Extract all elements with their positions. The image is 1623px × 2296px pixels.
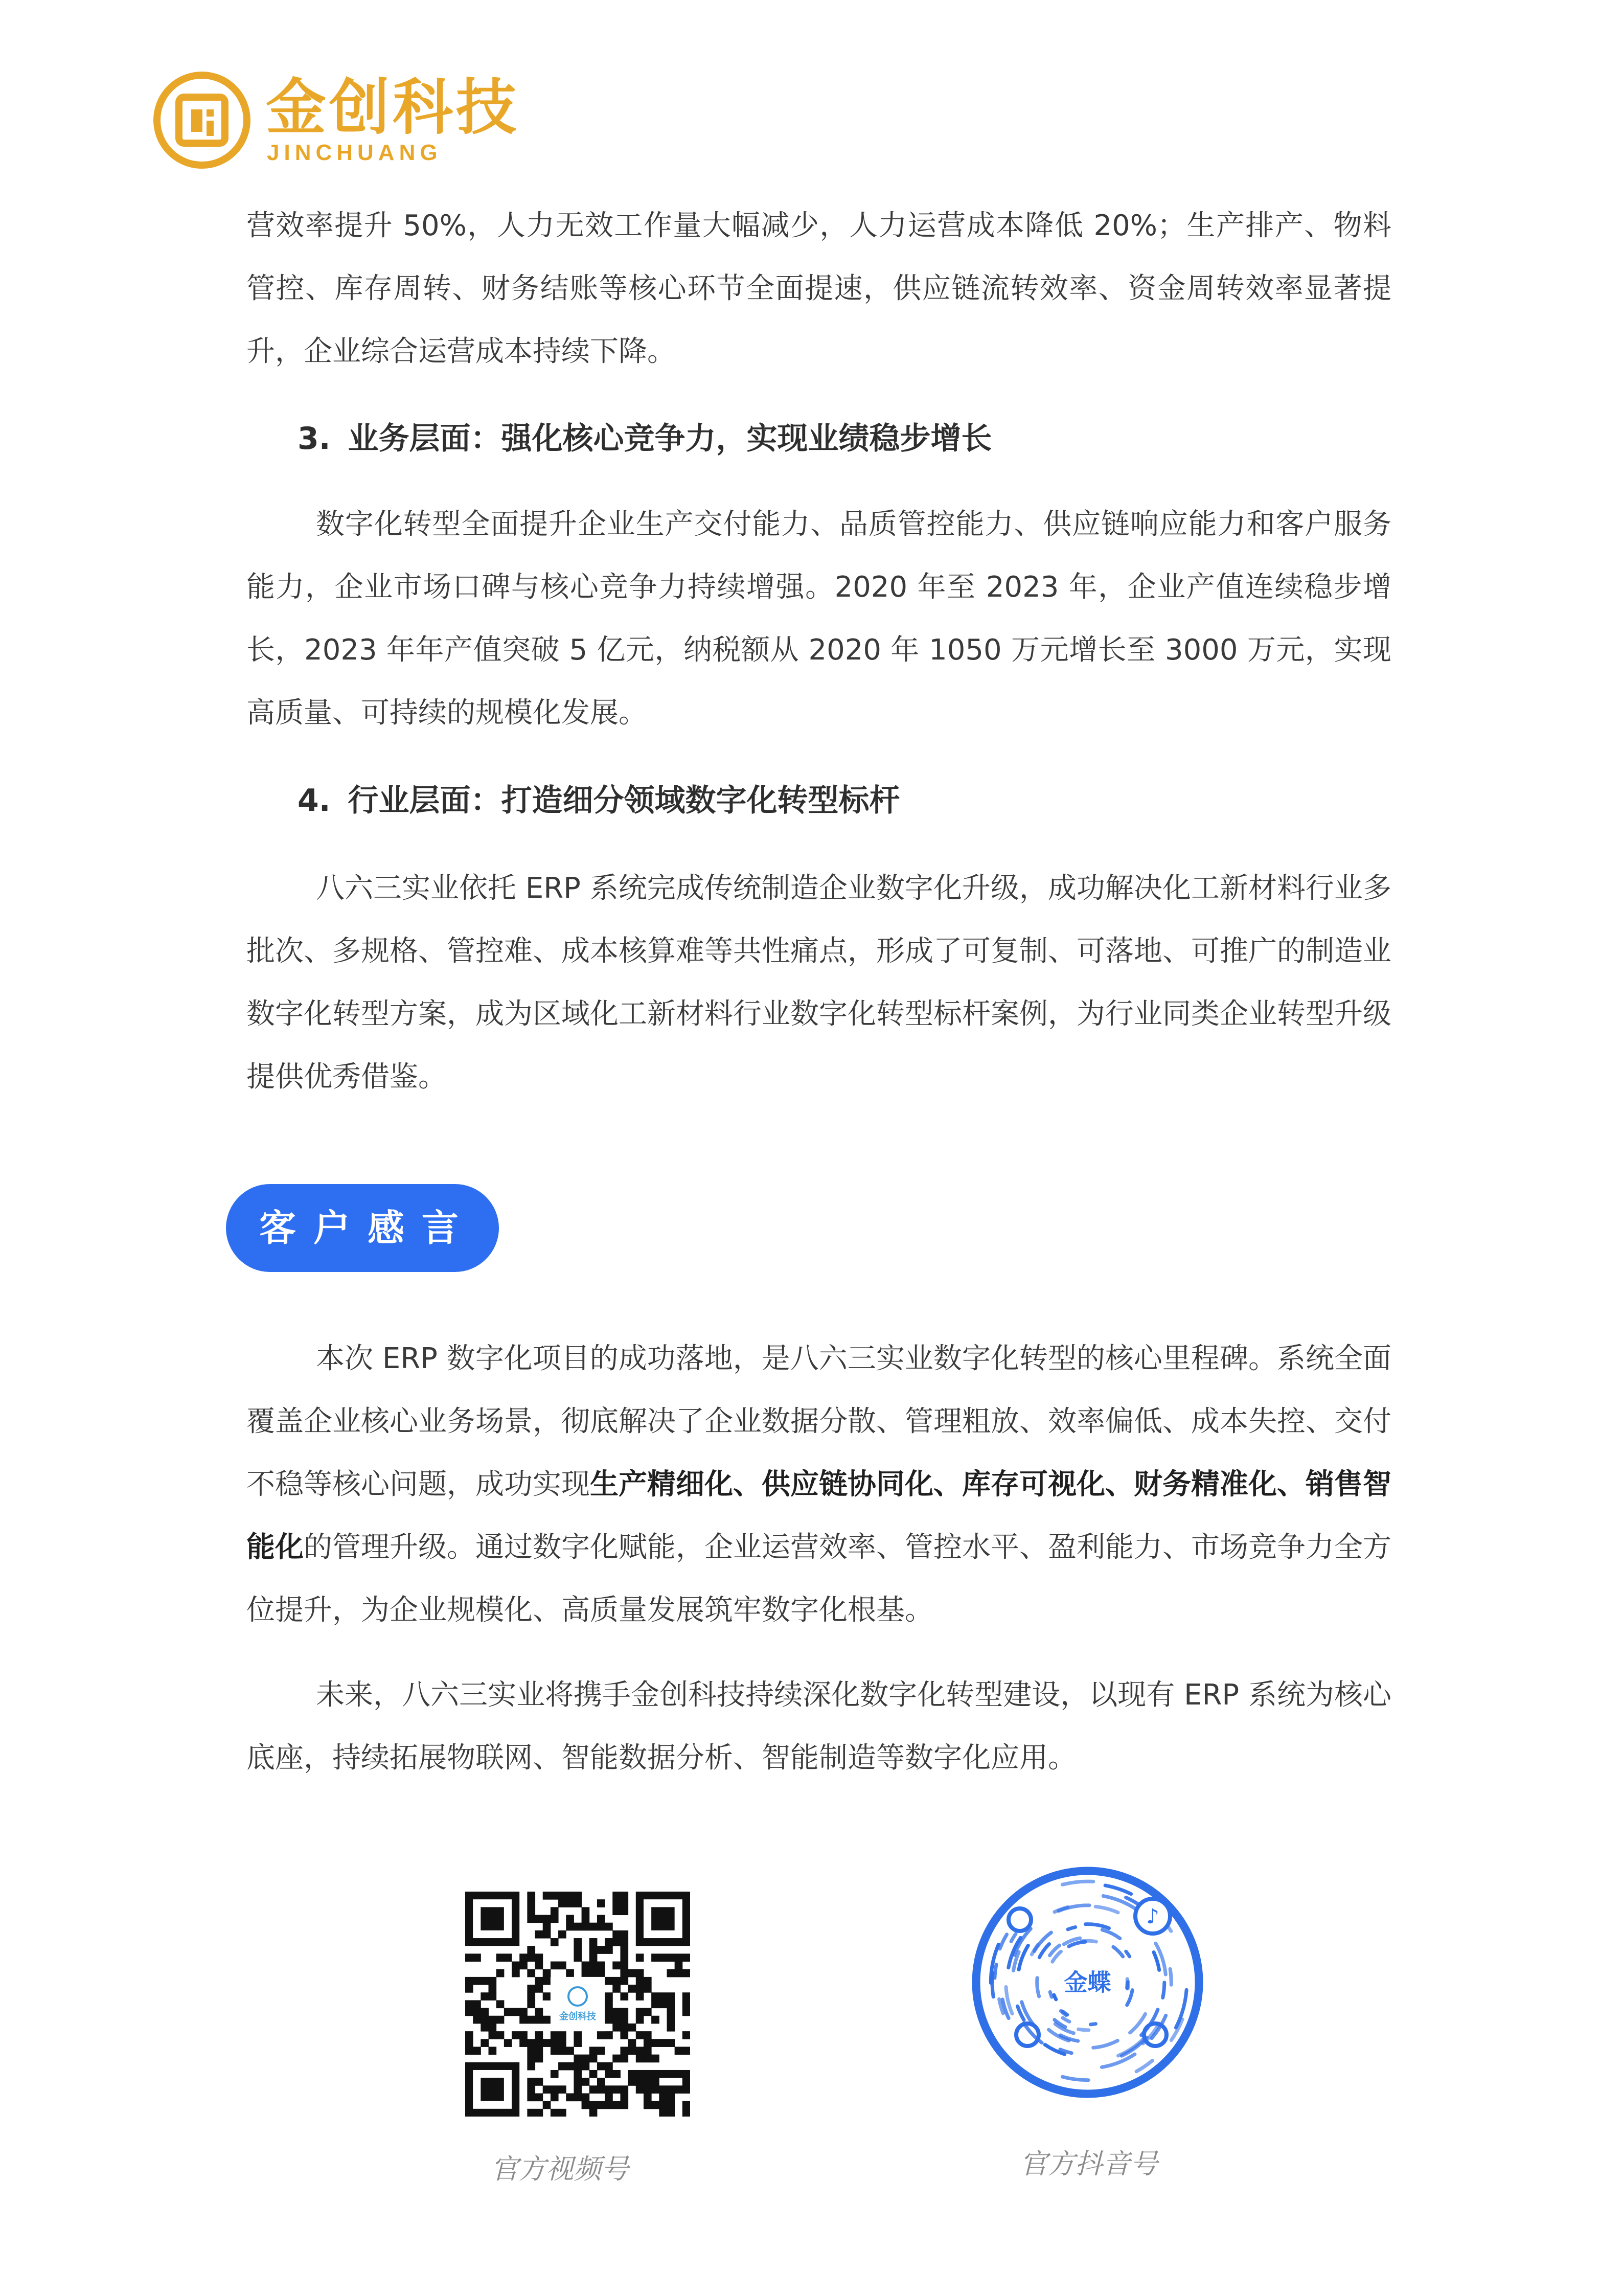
section-title-customer-testimonial: 客户感言 <box>226 1184 499 1272</box>
testimonial-text-b: 的管理升级。通过数字化赋能，企业运营效率、管控水平、盈利能力、市场竞争力全方位提升，为企业规模化、高质量发展筑牢数字化根基。 <box>246 1531 1391 1627</box>
douyin-qr-icon <box>971 1866 1204 2099</box>
douyin-qr-code <box>971 1866 1204 2099</box>
paragraph-business-growth: 数字化转型全面提升企业生产交付能力、品质管控能力、供应链响应能力和客户服务能力，企业市场口碑与核心竞争力持续增强。2020 年至 2023 年，企业产值连续稳步增长，2023 年年产值突破 5 亿元，纳税额从 2020 年 1050 万元增长至 3000 万元，实现高质量、可持续的规模化发展。 <box>246 508 1391 730</box>
heading-text: 业务层面：强化核心竞争力，实现业绩稳步增长 <box>348 421 992 457</box>
testimonial-highlight: 生产精细化、供应链协同化、库存可视化、财务精准化、销售智能化 <box>246 1468 1391 1564</box>
douyin-note-icon: ♪ <box>1146 1905 1159 1928</box>
qr-center-label: 金创科技 <box>559 2011 596 2022</box>
testimonial-text-a: 本次 ERP 数字化项目的成功落地，是八六三实业数字化转型的核心里程碑。系统全面覆盖企业核心业务场景，彻底解决了企业数据分散、管理粗放、效率偏低、成本失控、交付不稳等核心问题，成功实现 <box>246 1342 1391 1501</box>
paragraph-industry-benchmark: 八六三实业依托 ERP 系统完成传统制造企业数字化升级，成功解决化工新材料行业多批次、多规格、管控难、成本核算难等共性痛点，形成了可复制、可落地、可推广的制造业数字化转型方案，成为区域化工新材料行业数字化转型标杆案例，为行业同类企业转型升级提供优秀借鉴。 <box>246 872 1391 1094</box>
jc-logo-mark-icon <box>153 72 250 169</box>
heading-business-level <box>298 413 992 464</box>
heading-number: 3. <box>298 421 331 457</box>
qr-caption-video: 官方视频号 <box>491 2153 629 2185</box>
company-logo <box>153 72 520 169</box>
heading-industry-level <box>298 775 900 826</box>
qr-caption-douyin: 官方抖音号 <box>1020 2148 1158 2180</box>
logo-name-cn: 金创科技 <box>266 72 520 143</box>
wechat-channels-qr-code <box>465 1892 690 2117</box>
heading-text: 行业层面：打造细分领域数字化转型标杆 <box>348 783 900 819</box>
wechat-channels-qr-icon <box>465 1892 690 2117</box>
paragraph-operations-efficiency: 营效率提升 50%，人力无效工作量大幅减少，人力运营成本降低 20%；生产排产、物料管控、库存周转、财务结账等核心环节全面提速，供应链流转效率、资金周转效率显著提升，企业综合运营成本持续下降。 <box>246 209 1391 368</box>
logo-name-en: JINCHUANG <box>267 140 442 165</box>
paragraph-future: 未来，八六三实业将携手金创科技持续深化数字化转型建设，以现有 ERP 系统为核心底座，持续拓展物联网、智能数据分析、智能制造等数字化应用。 <box>246 1678 1391 1775</box>
qr-center-label: 金蝶 <box>1064 1968 1111 1996</box>
heading-number: 4. <box>298 783 331 819</box>
paragraph-testimonial <box>246 1327 1391 1642</box>
